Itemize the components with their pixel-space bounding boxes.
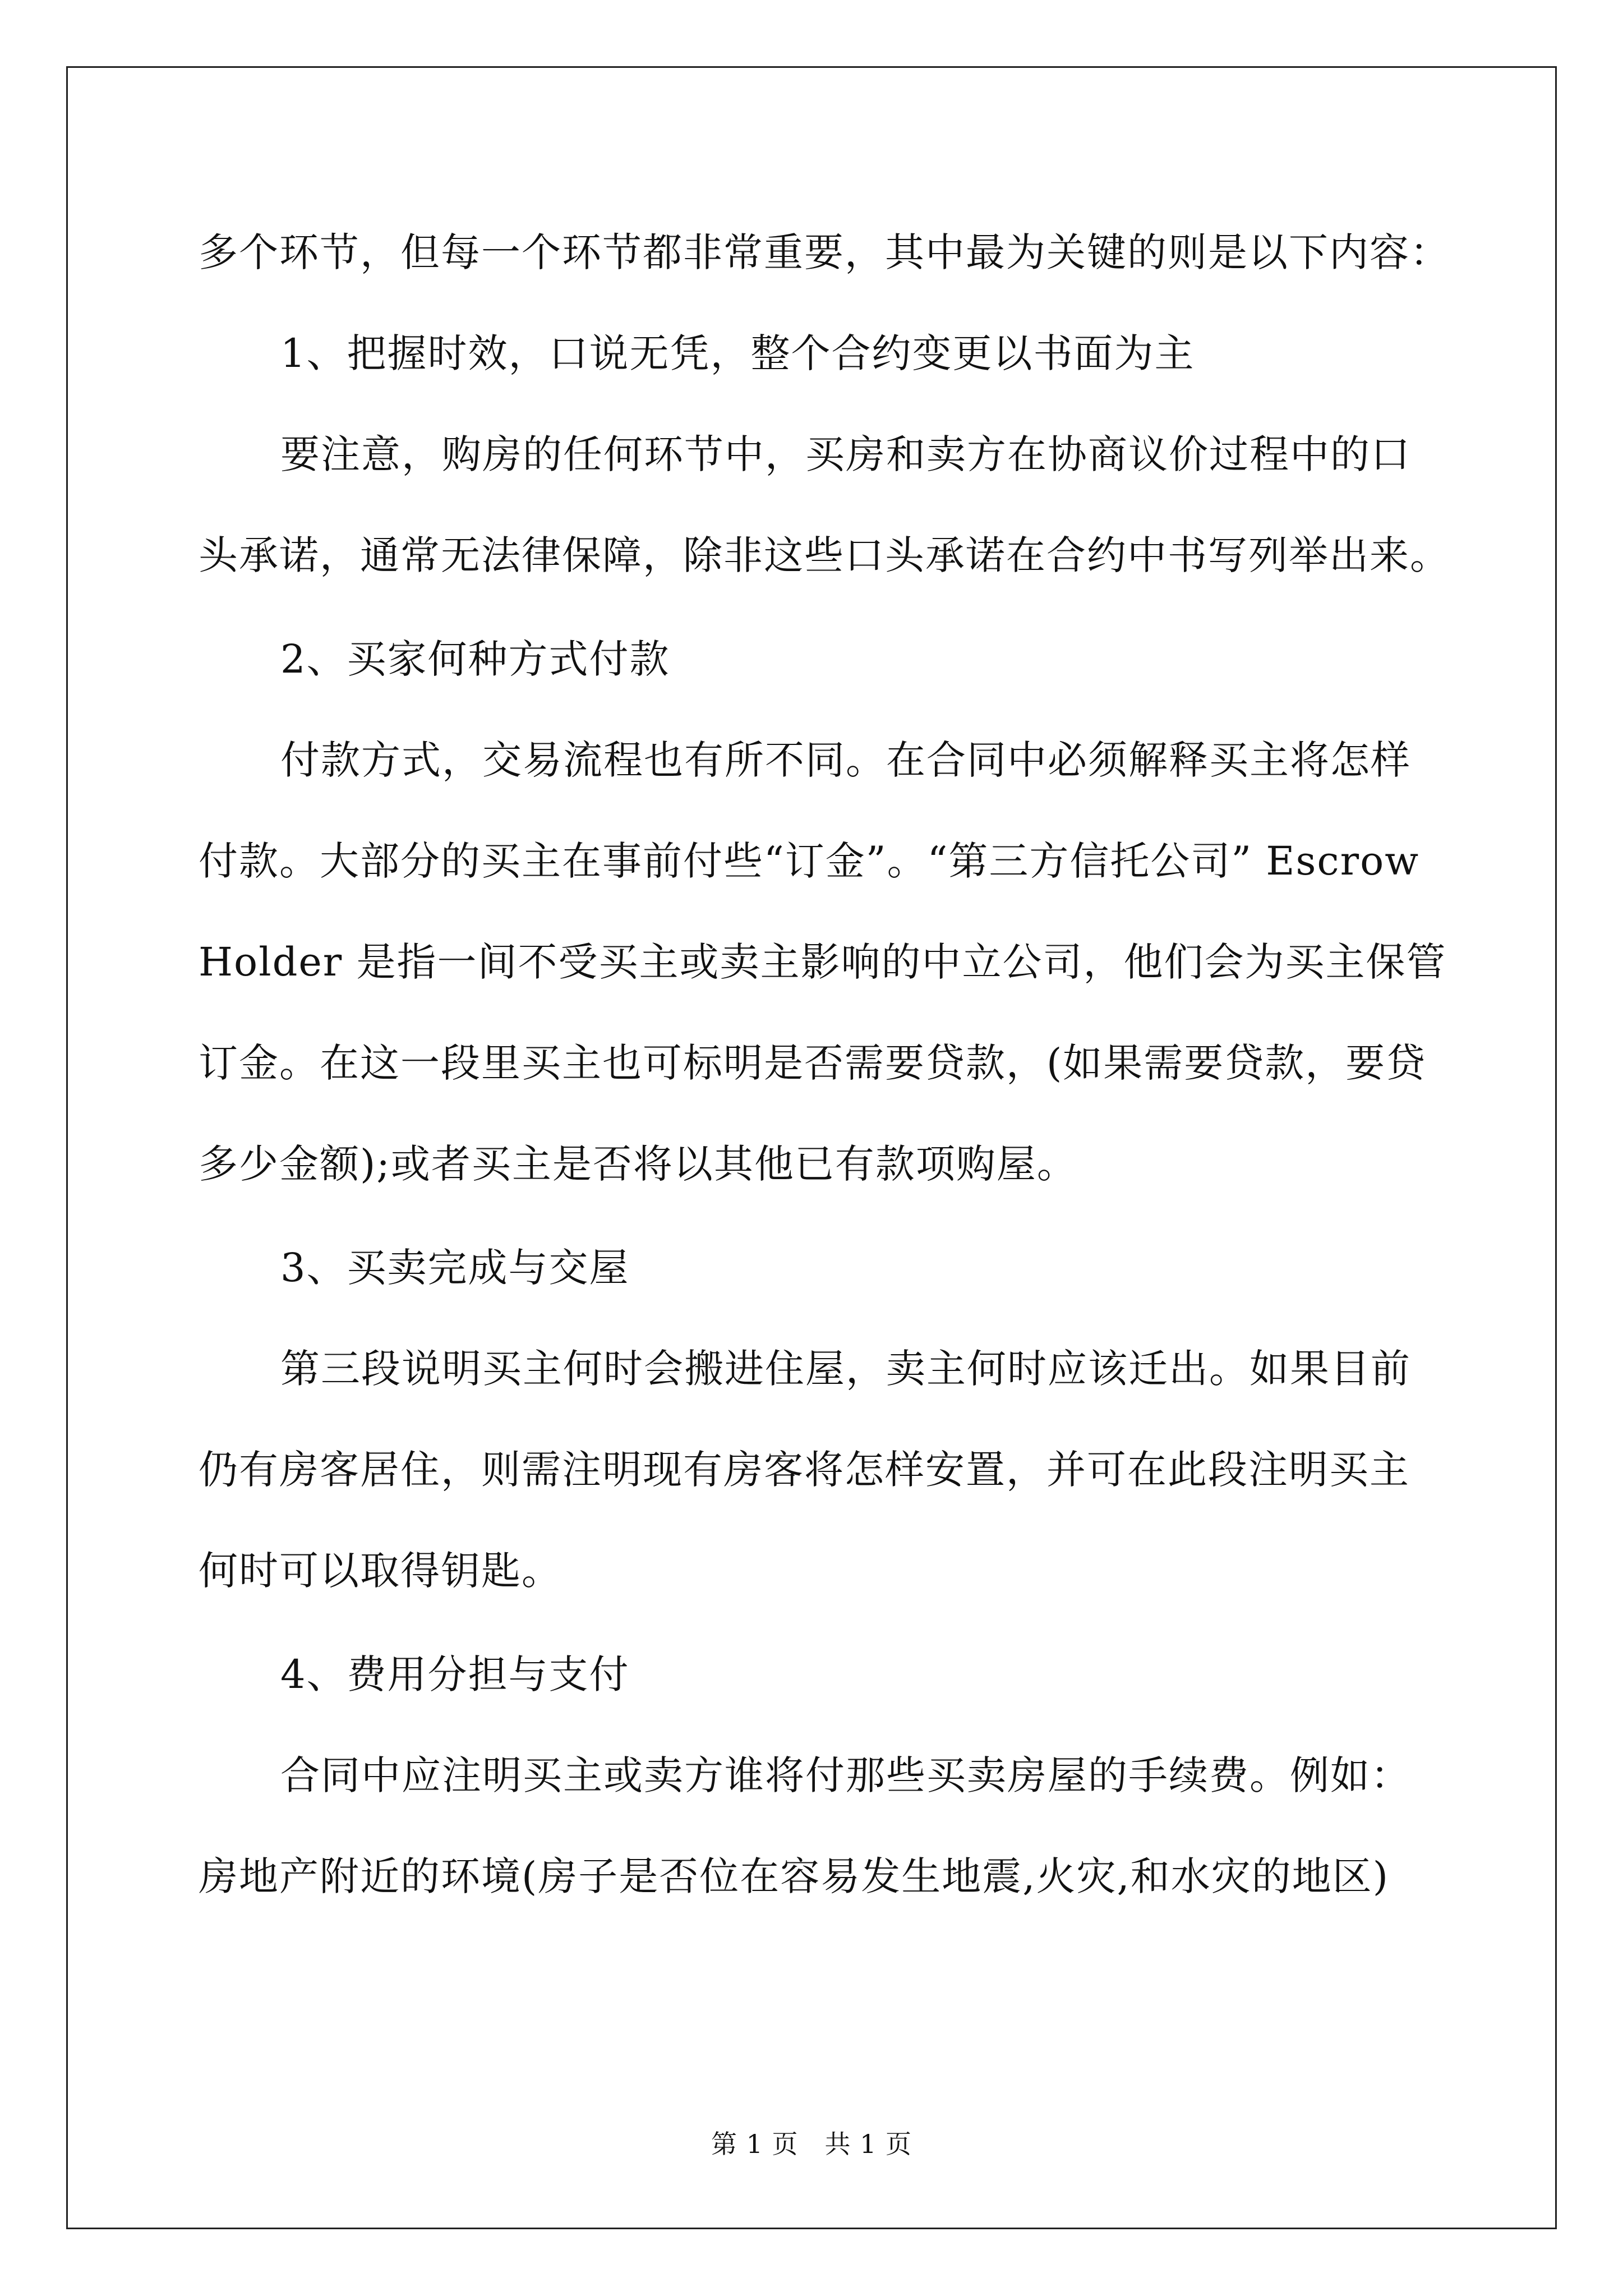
paragraph-2-line-1: 付款方式，交易流程也有所不同。在合同中必须解释买主将怎样 (280, 737, 1411, 783)
paragraph-3-line-2: 仍有房客居住，则需注明现有房客将怎样安置，并可在此段注明买主 (199, 1447, 1410, 1493)
page-number-footer: 第 1 页 共 1 页 (711, 2129, 912, 2159)
paragraph-1-line-1: 要注意，购房的任何环节中，买房和卖方在协商议价过程中的口 (280, 431, 1411, 477)
paragraph-4-line-2: 房地产附近的环境(房子是否位在容易发生地震,火灾,和水灾的地区) (199, 1853, 1390, 1899)
paragraph-2-line-4: 订金。在这一段里买主也可标明是否需要贷款，(如果需要贷款，要贷 (199, 1040, 1427, 1086)
paragraph-2-line-3: Holder 是指一间不受买主或卖主影响的中立公司，他们会为买主保管 (199, 939, 1447, 985)
paragraph-2-line-5: 多少金额);或者买主是否将以其他已有款项购屋。 (199, 1141, 1077, 1187)
paragraph-4-line-1: 合同中应注明买主或卖方谁将付那些买卖房屋的手续费。例如： (280, 1752, 1411, 1798)
section-heading-1: 1、把握时效，口说无凭，整个合约变更以书面为主 (280, 330, 1195, 376)
paragraph-1-line-2: 头承诺，通常无法律保障，除非这些口头承诺在合约中书写列举出来。 (199, 532, 1450, 578)
paragraph-3-line-3: 何时可以取得钥匙。 (199, 1548, 562, 1594)
section-heading-3: 3、买卖完成与交屋 (280, 1245, 630, 1291)
section-heading-2: 2、买家何种方式付款 (280, 636, 670, 682)
text-line-continuation: 多个环节，但每一个环节都非常重要，其中最为关键的则是以下内容： (199, 229, 1450, 275)
paragraph-2-line-2: 付款。大部分的买主在事前付些“订金”。“第三方信托公司” Escrow (199, 838, 1420, 884)
section-heading-4: 4、费用分担与支付 (280, 1651, 630, 1697)
paragraph-3-line-1: 第三段说明买主何时会搬进住屋，卖主何时应该迁出。如果目前 (280, 1346, 1411, 1392)
